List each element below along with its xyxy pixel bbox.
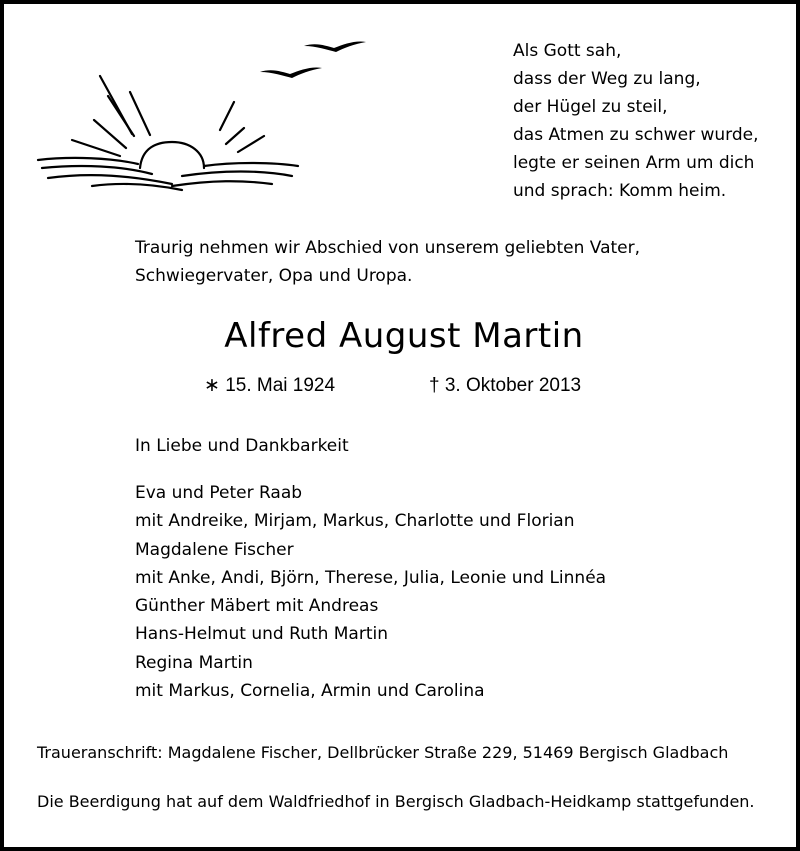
poem-line: legte er seinen Arm um dich: [513, 153, 755, 173]
birth-date: 15. Mai 1924: [225, 375, 336, 396]
intro-line: Traurig nehmen wir Abschied von unserem geliebten Vater,: [135, 238, 641, 258]
poem-line: der Hügel zu steil,: [513, 97, 668, 117]
family-line: Hans-Helmut und Ruth Martin: [135, 624, 388, 645]
family-line: mit Markus, Cornelia, Armin und Carolina: [135, 681, 485, 702]
funeral-notice: Die Beerdigung hat auf dem Waldfriedhof in Bergisch Gladbach-Heidkamp stattgefunden.: [37, 792, 755, 811]
poem-line: Als Gott sah,: [513, 41, 622, 61]
intro-text: [135, 234, 640, 290]
poem-line: das Atmen zu schwer wurde,: [513, 125, 759, 145]
family-list: [135, 479, 606, 705]
poem: [513, 37, 759, 205]
family-line: Regina Martin: [135, 652, 253, 673]
family-line: Eva und Peter Raab: [135, 483, 303, 503]
family-line: mit Andreike, Mirjam, Markus, Charlotte und Florian: [135, 511, 575, 532]
death-date-line: [429, 372, 581, 400]
bird-icon: [304, 41, 366, 52]
gratitude-line: In Liebe und Dankbarkeit: [135, 436, 349, 456]
cross-icon: †: [429, 375, 440, 396]
birth-date-line: [204, 372, 335, 400]
sunset-birds-illustration: [32, 32, 372, 202]
birth-star-icon: ∗: [204, 375, 220, 396]
family-line: Günther Mäbert mit Andreas: [135, 596, 379, 617]
death-date: 3. Oktober 2013: [444, 375, 582, 396]
intro-line: Schwiegervater, Opa und Uropa.: [135, 266, 413, 286]
poem-line: und sprach: Komm heim.: [513, 181, 727, 201]
bird-icon: [260, 67, 322, 78]
poem-line: dass der Weg zu lang,: [513, 69, 701, 89]
family-line: mit Anke, Andi, Björn, Therese, Julia, Leonie und Linnéa: [135, 567, 607, 588]
deceased-name: Alfred August Martin: [224, 316, 584, 356]
mourning-address: Traueranschrift: Magdalene Fischer, Dellbrücker Straße 229, 51469 Bergisch Gladbach: [37, 743, 729, 762]
family-line: Magdalene Fischer: [135, 539, 294, 560]
